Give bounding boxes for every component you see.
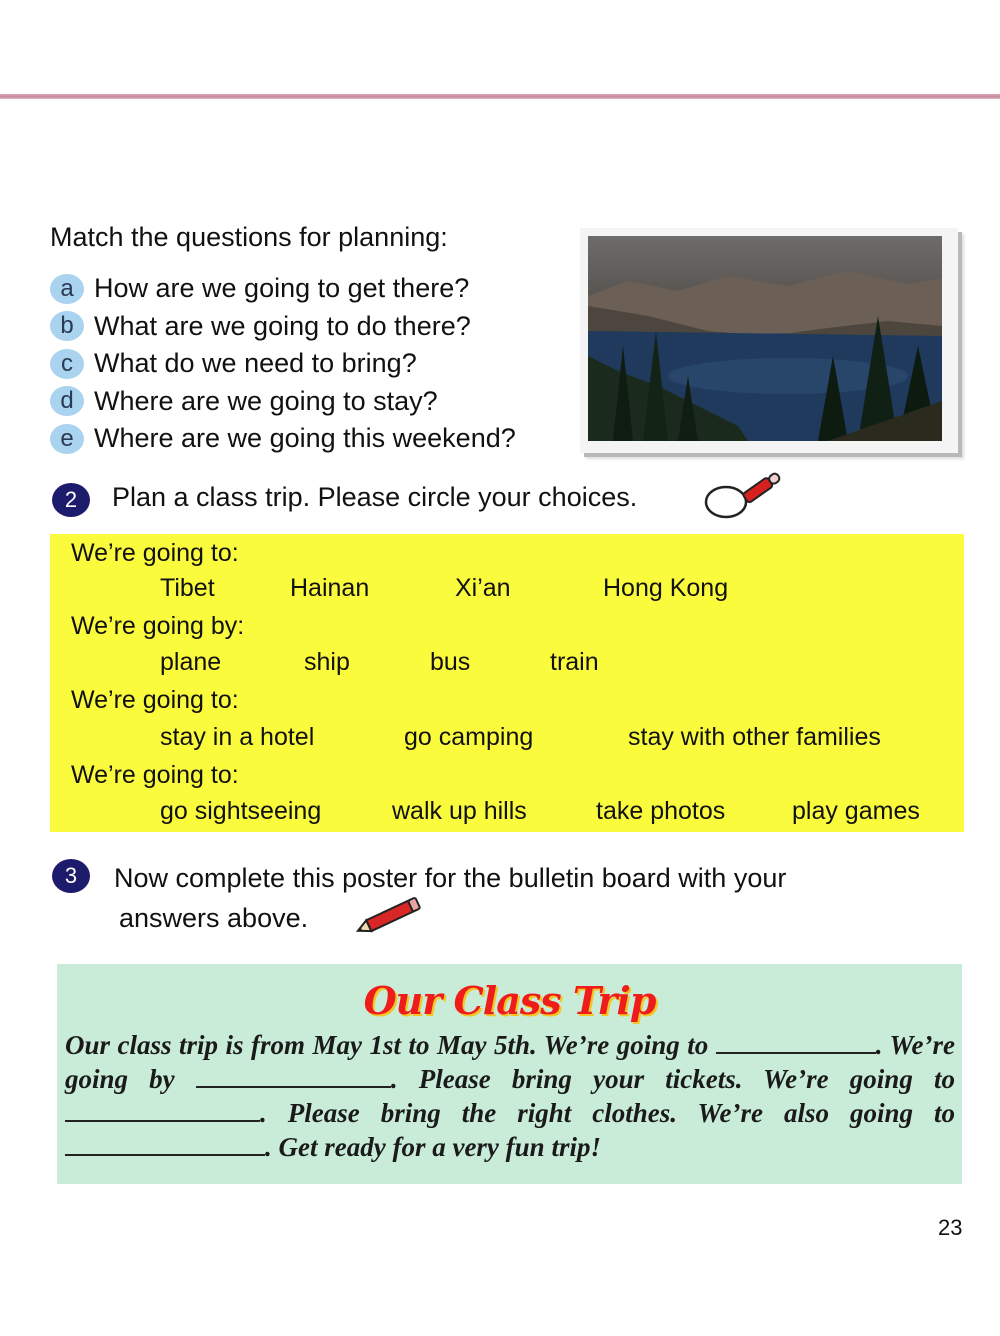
step-3-line-1: Now complete this poster for the bulletin board with your bbox=[114, 863, 787, 893]
lake-photo-frame bbox=[580, 228, 958, 453]
lake-landscape-illustration bbox=[588, 236, 942, 441]
step-3-line-2: answers above. bbox=[119, 903, 309, 933]
poster-text-segment: . bbox=[875, 1030, 883, 1060]
page-number: 23 bbox=[938, 1215, 963, 1240]
question-e bbox=[50, 420, 516, 458]
choice-walk-up-hills[interactable]: walk up hills bbox=[392, 797, 527, 825]
poster-text-segment: . Please bring the right clothes. We’re also going to bbox=[260, 1098, 955, 1128]
poster-text-segment: Our class trip is from May 1st to May 5th. We’re going to bbox=[65, 1030, 709, 1060]
choice-take-photos[interactable]: take photos bbox=[596, 797, 726, 825]
planning-questions-list bbox=[50, 270, 516, 458]
letter-badge: d bbox=[50, 386, 84, 416]
destination-blank[interactable] bbox=[716, 1030, 876, 1054]
choice-plane[interactable]: plane bbox=[160, 648, 222, 676]
poster-text-segment: . Please bring your tickets. We’re going to bbox=[390, 1064, 955, 1094]
choice-xian[interactable]: Xi’an bbox=[455, 574, 511, 602]
stay-label: We’re going to: bbox=[71, 686, 239, 714]
activities-label: We’re going to: bbox=[71, 761, 239, 789]
choice-go-camping[interactable]: go camping bbox=[404, 723, 534, 751]
choice-hainan[interactable]: Hainan bbox=[290, 574, 370, 602]
choice-go-sightseeing[interactable]: go sightseeing bbox=[160, 797, 322, 825]
activity-blank[interactable] bbox=[65, 1132, 265, 1156]
question-a bbox=[50, 270, 516, 308]
letter-badge: b bbox=[50, 311, 84, 341]
top-decorative-rule bbox=[0, 94, 1000, 99]
poster-title: Our Class Trip bbox=[363, 978, 656, 1023]
question-text: How are we going to get there? bbox=[94, 273, 470, 304]
poster-text-segment: We’re going by bbox=[65, 1030, 955, 1094]
accommodation-blank[interactable] bbox=[65, 1098, 260, 1122]
choice-stay-with-families[interactable]: stay with other families bbox=[628, 723, 881, 751]
question-d bbox=[50, 383, 516, 421]
step-number-badge: 2 bbox=[52, 483, 90, 517]
step-3-instruction bbox=[114, 858, 786, 938]
circle-marker-icon bbox=[700, 470, 790, 525]
transport-label: We’re going by: bbox=[71, 612, 245, 640]
letter-badge: c bbox=[50, 349, 84, 379]
choice-stay-in-hotel[interactable]: stay in a hotel bbox=[160, 723, 315, 751]
poster-text-segment: . Get ready for a very fun trip! bbox=[265, 1132, 601, 1162]
step-number-badge: 3 bbox=[52, 859, 90, 893]
question-c bbox=[50, 345, 516, 383]
letter-badge: a bbox=[50, 274, 84, 304]
question-b bbox=[50, 308, 516, 346]
trip-choices-panel bbox=[50, 534, 964, 832]
destination-label: We’re going to: bbox=[71, 539, 239, 567]
question-text: Where are we going this weekend? bbox=[94, 423, 516, 454]
poster-paragraph bbox=[65, 1028, 955, 1164]
letter-badge: e bbox=[50, 424, 84, 454]
choice-train[interactable]: train bbox=[550, 648, 599, 676]
choice-tibet[interactable]: Tibet bbox=[160, 574, 215, 602]
step-2-instruction: Plan a class trip. Please circle your choices. bbox=[112, 482, 638, 512]
choice-hong-kong[interactable]: Hong Kong bbox=[603, 574, 729, 602]
choice-bus[interactable]: bus bbox=[430, 648, 471, 676]
class-trip-poster bbox=[57, 964, 962, 1184]
lake-photo bbox=[588, 236, 942, 441]
matching-instructions: Match the questions for planning: bbox=[50, 222, 448, 252]
question-text: What do we need to bring? bbox=[94, 348, 417, 379]
question-text: Where are we going to stay? bbox=[94, 385, 438, 416]
question-text: What are we going to do there? bbox=[94, 310, 471, 341]
choice-play-games[interactable]: play games bbox=[792, 797, 920, 825]
pencil-icon bbox=[350, 893, 425, 938]
choice-ship[interactable]: ship bbox=[304, 648, 350, 676]
transport-blank[interactable] bbox=[196, 1064, 391, 1088]
